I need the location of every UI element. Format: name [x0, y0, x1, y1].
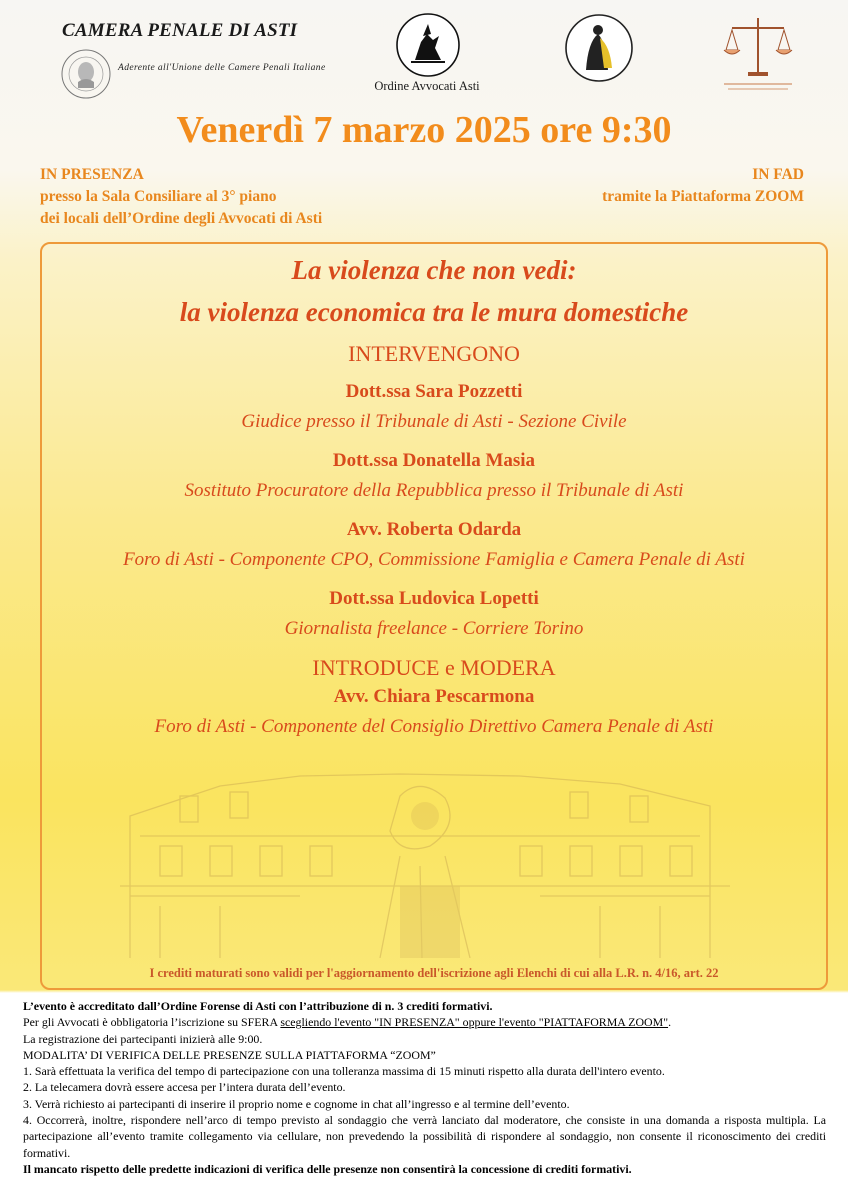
camera-penale-emblem-icon	[60, 48, 112, 105]
in-presenza-line2: dei locali dell’Ordine degli Avvocati di Asti	[40, 210, 323, 227]
moderator-heading: INTRODUCE e MODERA	[312, 655, 556, 680]
speaker-role: Sostituto Procuratore della Repubblica presso il Tribunale di Asti	[184, 480, 684, 501]
program-title-line1: La violenza che non vedi:	[291, 255, 577, 285]
speaker-name: Avv. Roberta Odarda	[346, 519, 522, 540]
intervengono-heading: INTERVENGONO	[348, 341, 520, 366]
iscrizione-choice: scegliendo l'evento "IN PRESENZA" oppure l'evento "PIATTAFORMA ZOOM"	[280, 1015, 669, 1030]
cpo-scales-logo-icon	[718, 10, 798, 101]
in-fad-line1: tramite la Piattaforma ZOOM	[602, 188, 804, 205]
venue-in-fad	[602, 164, 804, 208]
camera-penale-title: CAMERA PENALE DI ASTI	[62, 20, 298, 41]
moderator-name: Avv. Chiara Pescarmona	[333, 686, 535, 707]
in-presenza-heading: IN PRESENZA	[40, 166, 144, 183]
ordine-avvocati-caption: Ordine Avvocati Asti	[374, 79, 480, 93]
building-sketch-icon	[100, 736, 740, 963]
in-fad-heading: IN FAD	[752, 166, 804, 183]
venue-in-presenza	[40, 164, 322, 230]
event-date: Venerdì 7 marzo 2025 ore 9:30	[176, 109, 672, 151]
commissione-famiglia-logo-icon	[564, 12, 634, 89]
footer-notes	[23, 998, 826, 1177]
rule-item: 4. Occorrerà, inoltre, rispondere nell’arco di tempo previsto al sondaggio che verrà lanciato dal moderatore, che consiste in una domanda a risposta multipla. La partecipazione all’evento tramite collegamento via cellulare, non prevedendo la possibilità di rispondere al sondaggio, non consente il riconoscimento dei crediti formativi.	[23, 1113, 826, 1160]
program-title-line2: la violenza economica tra le mura domestiche	[179, 297, 689, 327]
rule-item: 3. Verrà richiesto ai partecipanti di inserire il proprio nome e cognome in chat all’ingresso e al termine dell’evento.	[23, 1096, 570, 1111]
speaker-role: Giudice presso il Tribunale di Asti - Sezione Civile	[241, 411, 627, 432]
warning-text: Il mancato rispetto delle predette indicazioni di verifica delle presenze non consentirà la concessione di crediti formativi.	[23, 1161, 632, 1176]
registrazione-text: La registrazione dei partecipanti inizierà alle 9:00.	[23, 1031, 263, 1046]
speaker-name: Dott.ssa Donatella Masia	[332, 450, 536, 471]
rule-item: 2. La telecamera dovrà essere accesa per l’intera durata dell’evento.	[23, 1080, 346, 1095]
modalita-heading: MODALITA’ DI VERIFICA DELLE PRESENZE SULLA PIATTAFORMA “ZOOM”	[23, 1047, 436, 1062]
speaker-name: Dott.ssa Sara Pozzetti	[345, 381, 523, 402]
credits-note: I crediti maturati sono validi per l'aggiornamento dell'iscrizione agli Elenchi di cui alla L.R. n. 4/16, art. 22	[149, 966, 719, 980]
moderator-role: Foro di Asti - Componente del Consiglio Direttivo Camera Penale di Asti	[154, 716, 714, 737]
iscrizione-text: Per gli Avvocati è obbligatoria l’iscrizione su SFERA scegliendo l'evento "IN PRESENZA" oppure l'evento "PIATTAFORMA ZOOM".	[23, 1015, 672, 1030]
speaker-role: Foro di Asti - Componente CPO, Commissione Famiglia e Camera Penale di Asti	[123, 549, 745, 570]
camera-penale-adherent-text: Aderente all'Unione delle Camere Penali Italiane	[118, 63, 326, 73]
speaker-name: Dott.ssa Ludovica Lopetti	[329, 588, 539, 609]
speaker-role: Giornalista freelance - Corriere Torino	[284, 618, 584, 639]
rule-item: 1. Sarà effettuata la verifica del tempo di partecipazione con una tolleranza massima di 15 minuti rispetto alla durata dell'intero evento.	[23, 1064, 665, 1079]
in-presenza-line1: presso la Sala Consiliare al 3° piano	[40, 188, 277, 205]
accreditation-text: L’evento è accreditato dall’Ordine Forense di Asti con l’attribuzione di n. 3 crediti formativi.	[23, 999, 493, 1013]
ordine-avvocati-logo-icon	[395, 12, 461, 83]
